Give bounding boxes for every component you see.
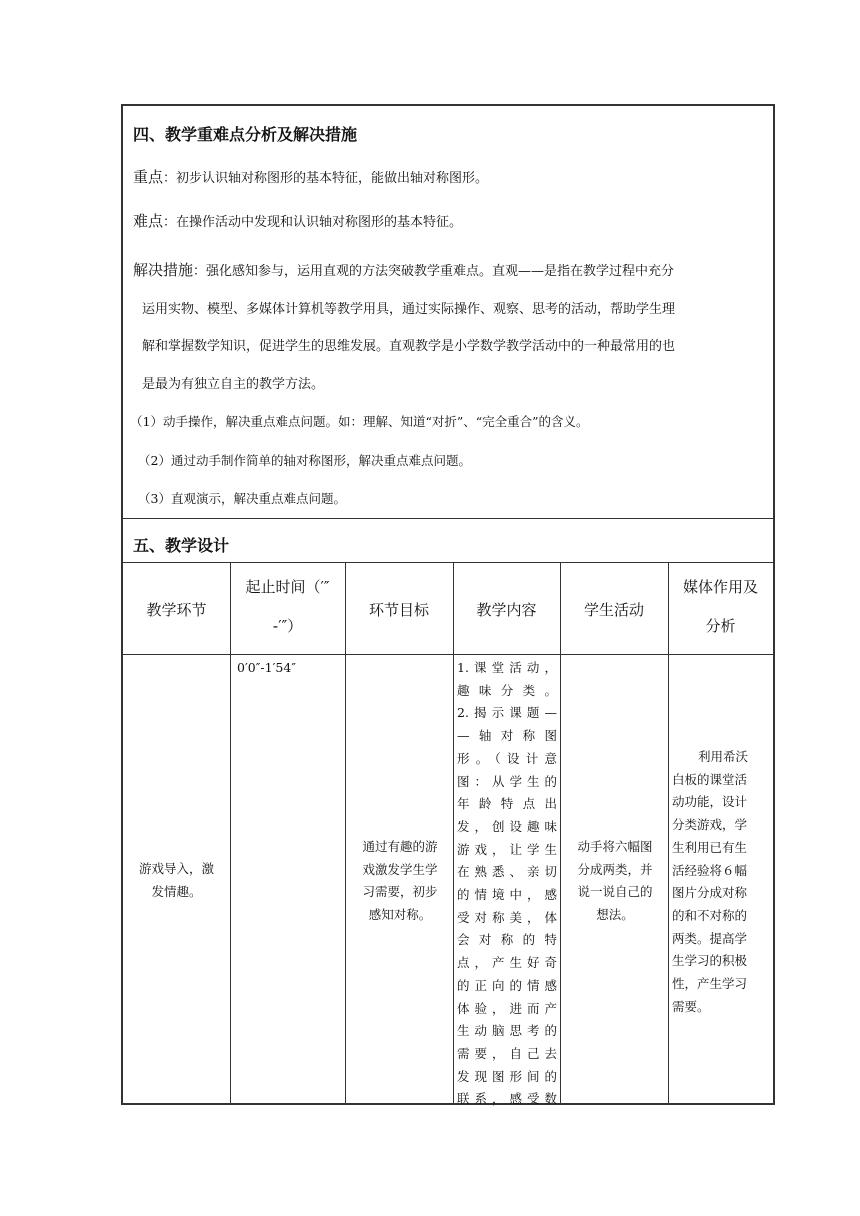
section5-title: 五、教学设计 — [133, 536, 230, 555]
difficult-point-text: 在操作活动中发现和认识轴对称图形的基本特征。 — [176, 215, 463, 230]
key-point-label: 重点 — [133, 168, 164, 186]
section4-title: 四、教学重难点分析及解决措施 — [133, 125, 358, 144]
key-point-text: 初步认识轴对称图形的基本特征，能做出轴对称图形。 — [176, 171, 489, 186]
document-frame — [121, 104, 775, 1105]
divider — [123, 562, 773, 563]
difficult-point: 难点：在操作活动中发现和认识轴对称图形的基本特征。 — [133, 212, 463, 230]
measure-item-3: （3）直观演示，解决重点难点问题。 — [138, 491, 346, 506]
column-divider — [345, 562, 346, 1103]
row1-time: 0′0″-1′54″ — [237, 660, 297, 675]
header-stage: 教学环节 — [146, 601, 207, 619]
header-content: 教学内容 — [476, 601, 537, 619]
measure-item-1: （1）动手操作，解决重点难点问题。如：理解、知道“对折”、“完全重合”的含义。 — [130, 414, 589, 429]
section-key-difficult-points — [123, 106, 773, 518]
header-time: 起止时间（′″ -′″） — [245, 578, 330, 635]
solution-line-3: 解和掌握数学知识，促进学生的思维发展。直观教学是小学数学教学活动中的一种最常用的也 — [142, 339, 676, 354]
column-divider — [560, 562, 561, 1103]
solution-line-2: 运用实物、模型、多媒体计算机等教学用具，通过实际操作、观察、思考的活动，帮助学生理 — [142, 301, 676, 317]
column-divider — [668, 562, 669, 1103]
solution-measures: 解决措施：强化感知参与，运用直观的方法突破教学重难点。直观——是指在教学过程中充分 运用实物、模型、多媒体计算机等教学用具，通过实际操作、观察、思考的活动，帮助学生理 解和掌握数学知识，促进学生的思维发展。直观教学是小学数学教学活动中的一种最常用的也 是最为有独立自主的教学方法。 — [133, 252, 765, 403]
key-point: 重点：初步认识轴对称图形的基本特征，能做出轴对称图形。 — [133, 168, 489, 186]
divider — [123, 518, 773, 519]
row1-goal: 通过有趣的游 戏激发学生学 习需要，初步 感知对称。 — [362, 839, 438, 923]
solution-line-1: 强化感知参与，运用直观的方法突破教学重难点。直观——是指在教学过程中充分 — [206, 264, 675, 279]
row1-content: 1.课堂活动， 趣味分类。 2.揭示课题— —轴对称图 形。（设计意 图：从学生的 年龄特点出 发，创设趣味 游戏，让学生 在熟悉、亲切 的情境中，感 受对称美，体 会对称的特 点，产生好奇 的正向的情感 体验，进而产 生动脑思考的 需要，自己去 发现图形间的 联系，感受数 — [457, 660, 557, 1107]
header-activity: 学生活动 — [583, 601, 644, 619]
row1-activity: 动手将六幅图 分成两类，并 说一说自己的 想法。 — [577, 839, 653, 923]
row1-stage: 游戏导入，激 发情趣。 — [138, 861, 214, 899]
solution-line-4: 是最为有独立自主的教学方法。 — [142, 376, 325, 392]
header-goal: 环节目标 — [368, 601, 429, 619]
difficult-point-label: 难点 — [133, 212, 164, 230]
measure-item-2: （2）通过动手制作简单的轴对称图形，解决重点难点问题。 — [138, 453, 471, 468]
header-media: 媒体作用及 分析 — [682, 578, 758, 635]
divider — [123, 654, 773, 655]
row1-media: 利用希沃 白板的课堂活 动功能，设计 分类游戏，学 生利用已有生 活经验将６幅 图片分成对称 的和不对称的 两类。提高学 生学习的积极 性，产生学习 需要。 — [672, 749, 749, 1014]
solution-label: 解决措施 — [133, 261, 194, 279]
column-divider — [453, 562, 454, 1103]
column-divider — [230, 562, 231, 1103]
